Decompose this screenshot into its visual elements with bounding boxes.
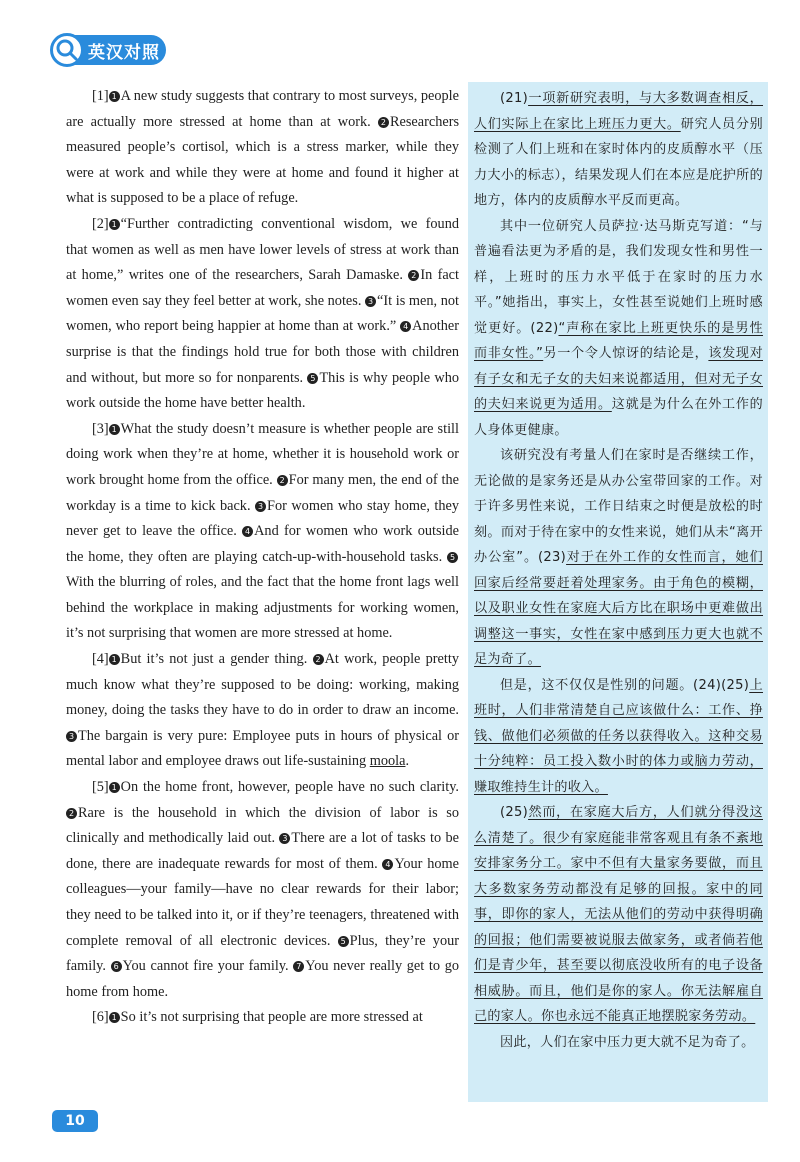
paragraph-marker: [6]	[92, 1009, 109, 1026]
sentence: Researchers measured people’s cortisol, which is a stress marker, while they were at work and while they were at home and found it higher at what is supposed to be a place of refuge.	[66, 113, 460, 207]
sentence: Another surprise is that the findings hold true for both those with children and without, but more so for nonparents.	[66, 318, 460, 386]
sentence-number: 4	[382, 859, 393, 870]
cn-sentence: 另一个令人惊讶的结论是，	[543, 346, 709, 361]
sentence-number: 2	[408, 270, 419, 281]
sentence-number: 6	[111, 961, 122, 972]
paragraph-5	[66, 775, 459, 1005]
sentence: Rare is the household in which the division of labor is so clinically and methodically laid out.	[66, 804, 459, 847]
sentence: For many men, the end of the workday is a time to kick back.	[66, 471, 460, 514]
question-marker: (21)	[500, 91, 529, 106]
sentence: You cannot fire your family.	[122, 958, 289, 975]
sentence: There are a lot of tasks to be done, there are inadequate rewards for most of them.	[66, 830, 459, 872]
sentence: For women who stay home, they never get to leave the office.	[66, 497, 459, 540]
sentence-number: 7	[293, 961, 304, 972]
cn-paragraph-3	[474, 443, 763, 673]
sentence: This is why people who work outside the home have better health.	[66, 369, 460, 412]
sentence-end: .	[405, 753, 410, 770]
sentence: But it’s not just a gender thing.	[120, 651, 308, 668]
cn-sentence: 其中一位研究人员萨拉·达马斯克写道：“与普遍看法更为矛盾的是，我们发现女性和男性一样，上班时的压力水平低于在家时的压力水平。”她指出，事实上，女性甚至说她们上班时感觉更好。	[474, 218, 763, 336]
sentence: Plus, they’re your family.	[66, 932, 459, 975]
sentence: With the blurring of roles, and the fact that the home front lags well behind the workplace in making adjustments for working women, it’s not surprising that women are more stressed at home.	[66, 574, 459, 642]
paragraph-6	[66, 1005, 459, 1031]
paragraph-1	[66, 84, 459, 212]
sentence: On the home front, however, people have no such clarity.	[120, 779, 459, 796]
sentence: And for women who work outside the home, they often are playing catch-up-with-household tasks.	[66, 523, 460, 565]
sentence-number: 5	[447, 552, 458, 563]
paragraph-4	[66, 647, 459, 775]
sentence: A new study suggests that contrary to most surveys, people are actually more stressed at home than at work.	[66, 88, 459, 130]
paragraph-marker: [5]	[92, 779, 109, 796]
paragraph-3	[66, 417, 459, 647]
underlined-answer: 对于在外工作的女性而言，她们回家后经常要赶着处理家务。由于角色的模糊，以及职业女性在家庭大后方比在职场中更难做出调整这一事实，女性在家中感到压力更大也就不足为奇了。	[474, 550, 763, 667]
sentence-number: 3	[255, 501, 266, 512]
section-badge	[52, 35, 166, 65]
paragraph-marker: [1]	[92, 88, 109, 104]
sentence-number: 1	[109, 91, 120, 102]
question-marker: (24)	[693, 677, 722, 693]
question-marker: (25)	[721, 677, 750, 693]
cn-sentence: 这就是为什么在外工作的人身体更健康。	[474, 397, 763, 438]
sentence-number: 2	[378, 117, 389, 128]
page-number: 10	[52, 1110, 98, 1132]
paragraph-marker: [3]	[92, 420, 109, 437]
sentence-number: 5	[338, 936, 349, 947]
english-text	[66, 84, 459, 1031]
sentence-number: 2	[277, 475, 288, 486]
cn-paragraph-5	[474, 800, 763, 1030]
sentence-number: 3	[365, 296, 376, 307]
cn-paragraph-2	[474, 214, 763, 444]
underlined-answer: “声称在家比上班更快乐的是男性而非女性。”	[474, 320, 763, 361]
question-marker: (22)	[530, 320, 559, 336]
sentence-number: 4	[400, 321, 411, 332]
chinese-text	[474, 86, 763, 1055]
sentence-number: 1	[109, 219, 120, 230]
underlined-answer: 一项新研究表明，与大多数调查相反，人们实际上在家比上班压力更大。	[474, 91, 763, 132]
cn-sentence: 研究人员分别检测了人们上班和在家时体内的皮质醇水平（压力大小的标志），结果发现人们在本应是庇护所的地方，体内的皮质醇水平反而更高。	[474, 116, 763, 208]
sentence-number: 2	[313, 654, 324, 665]
sentence: The bargain is very pure: Employee puts in hours of physical or mental labor and employee draws out life-sustaining	[66, 727, 459, 770]
section-title: 英汉对照	[88, 42, 160, 63]
sentence: You never really get to go home from home.	[66, 958, 459, 1000]
underlined-word: moola	[369, 753, 406, 770]
sentence-number: 2	[66, 808, 77, 819]
sentence: In fact women even say they feel better at work, she notes.	[66, 267, 459, 309]
sentence: What the study doesn’t measure is whether people are still doing work when they’re at home, whether it is household work or work brought home from the office.	[66, 420, 459, 488]
sentence-number: 4	[242, 526, 253, 537]
paragraph-2	[66, 212, 459, 417]
paragraph-marker: [2]	[92, 215, 109, 232]
sentence-number: 1	[109, 424, 120, 435]
cn-paragraph-1	[474, 86, 763, 214]
sentence-number: 3	[66, 731, 77, 742]
underlined-answer: 上班时，人们非常清楚自己应该做什么：工作、挣钱、做他们必须做的任务以获得收入。这种交易十分纯粹：员工投入数小时的体力或脑力劳动，赚取维持生计的收入。	[474, 677, 763, 795]
chinese-translation-panel	[468, 82, 768, 1102]
cn-sentence: 该研究没有考量人们在家时是否继续工作，无论做的是家务还是从办公室带回家的工作。对于许多男性来说，工作日结束之时便是放松的时刻。而对于待在家中的女性来说，她们从未“离开办公室”。	[474, 448, 763, 565]
sentence: “Further contradicting conventional wisdom, we found that women as well as men have lower levels of stress at work than at home,” writes one of the researchers, Sarah Damaske.	[66, 215, 459, 284]
question-marker: (25)	[500, 805, 529, 820]
cn-sentence: 因此，人们在家中压力更大就不足为奇了。	[500, 1034, 755, 1050]
sentence-number: 3	[279, 833, 290, 844]
sentence: So it’s not surprising that people are more stressed at	[120, 1009, 423, 1026]
sentence-number: 1	[109, 1012, 120, 1023]
magnifier-icon	[50, 33, 84, 67]
sentence: At work, people pretty much know what they’re supposed to be doing: working, making money, doing the tasks they have to do in order to draw an income.	[66, 651, 459, 719]
cn-sentence: 但是，这不仅仅是性别的问题。	[500, 677, 694, 693]
underlined-answer: 该发现对有子女和无子女的夫妇来说都适用，但对无子女的夫妇来说更为适用。	[474, 346, 763, 412]
sentence-number: 1	[109, 654, 120, 665]
sentence: Your home colleagues—your family—have no clear rewards for their labor; they need to be talked into it, or if they’re teenagers, threatened with complete removal of all electronic devices.	[66, 855, 459, 949]
sentence-number: 1	[109, 782, 120, 793]
paragraph-marker: [4]	[92, 651, 109, 668]
sentence-number: 5	[307, 373, 318, 384]
underlined-answer: 然而，在家庭大后方，人们就分得没这么清楚了。很少有家庭能非常客观且有条不紊地安排家务分工。家中不但有大量家务要做，而且大多数家务劳动都没有足够的回报。家中的同事，即你的家人，无法从他们的劳动中获得明确的回报；他们需要被说服去做家务，或者倘若他们是青少年，甚至要以彻底没收所有的电子设备相威胁。而且，他们是你的家人。你无法解雇自己的家人。你也永远不能真正地摆脱家务劳动。	[474, 805, 763, 1024]
cn-paragraph-6	[474, 1030, 763, 1056]
sentence: “It is men, not women, who report being happier at home than at work.”	[66, 292, 459, 335]
cn-paragraph-4	[474, 673, 763, 801]
question-marker: (23)	[538, 550, 567, 565]
